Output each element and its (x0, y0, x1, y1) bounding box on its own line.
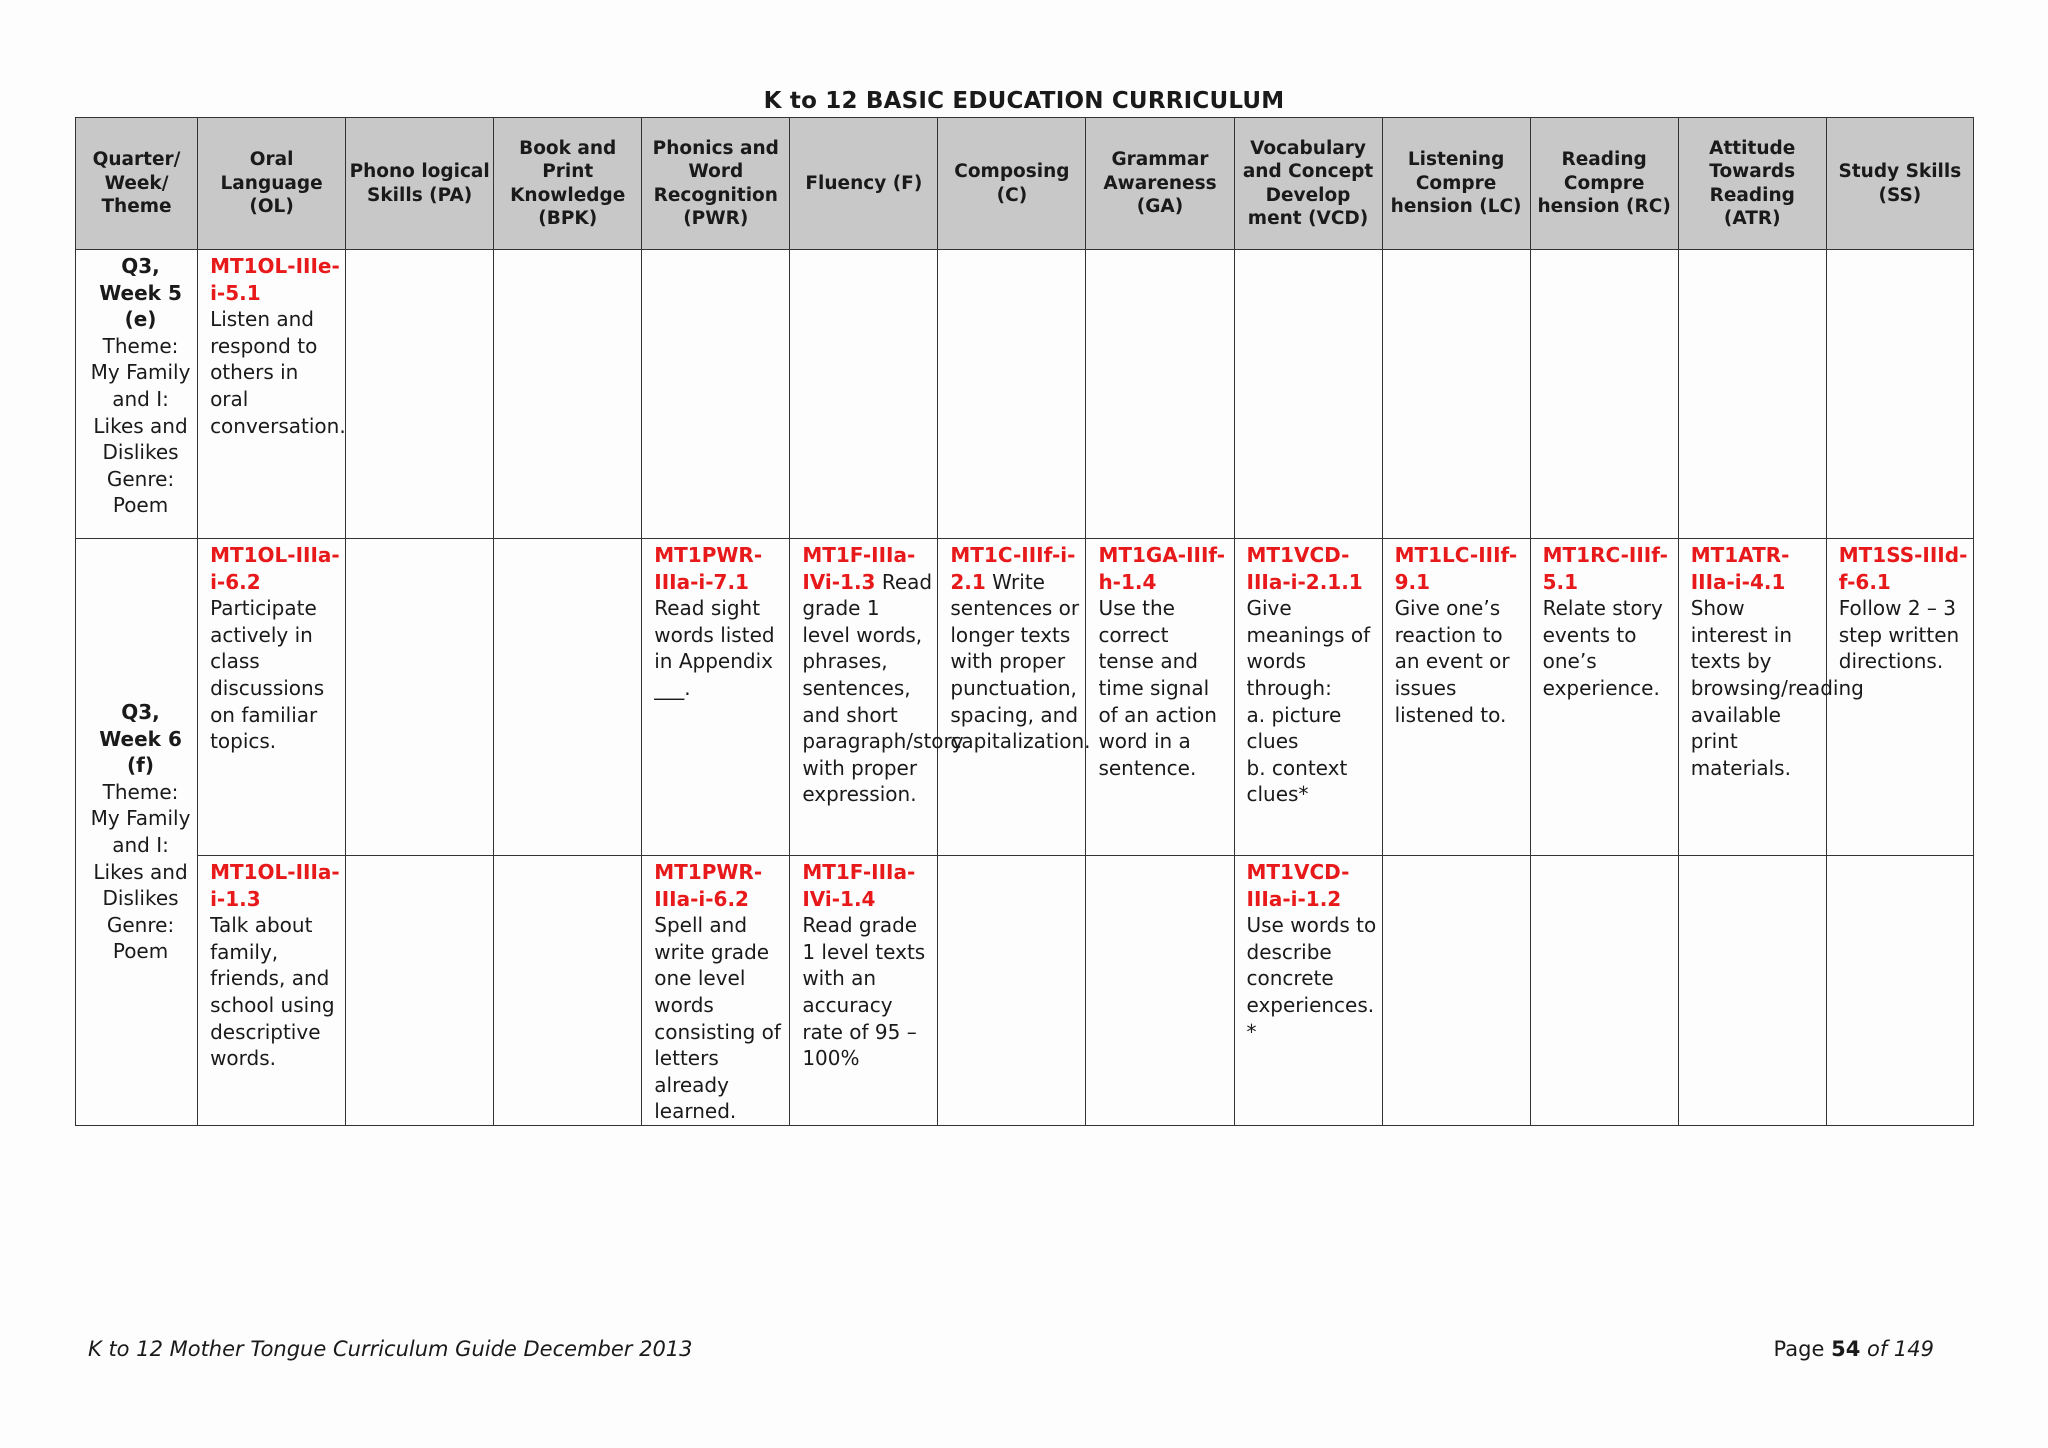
competency-text: Use words to describe concrete experiences. * (1246, 913, 1377, 1044)
vcd-cell (1234, 250, 1382, 539)
rc-cell (1530, 539, 1678, 856)
header-book-print-knowledge: Book and Print Knowledge (BPK) (494, 118, 642, 250)
competency-code: MT1VCD-IIIa-i-1.2 (1246, 860, 1350, 911)
c-cell (938, 539, 1091, 856)
competency-text: Show interest in texts by browsing/reading available print materials. (1690, 596, 1864, 780)
table-row (76, 539, 1974, 856)
atr-cell (1678, 539, 1864, 856)
competency-code: MT1F-IIIa-IVi-1.3 (802, 543, 916, 594)
competency-code: MT1ATR-IIIa-i-4.1 (1690, 543, 1790, 594)
list-item: a. picture clues (1246, 702, 1342, 754)
ol-cell (198, 250, 346, 539)
header-reading-comprehension: Reading Compre hension (RC) (1530, 118, 1678, 250)
rc-cell (1530, 856, 1678, 1126)
competency-code: MT1OL-IIIa-i-6.2 (210, 543, 340, 594)
ss-cell (1826, 856, 1973, 1126)
lc-cell (1382, 250, 1530, 539)
competency-text: Participate actively in class discussions on familiar topics. (210, 596, 325, 754)
vcd-cell (1234, 539, 1382, 856)
f-cell (790, 856, 938, 1126)
page-total: of 149 (1867, 1337, 1934, 1361)
competency-text: Use the correct tense and time signal of an action word in a sentence. (1098, 596, 1217, 780)
page-number: 54 (1831, 1337, 1861, 1361)
f-cell (790, 539, 964, 856)
pa-cell (346, 250, 494, 539)
competency-text: Read grade 1 level words, phrases, sentences, and short paragraph/story with proper expression. (802, 569, 964, 807)
header-attitude-towards-reading: Attitude Towards Reading (ATR) (1678, 118, 1826, 250)
bpk-cell (494, 250, 642, 539)
rc-cell (1530, 250, 1678, 539)
competency-text: Relate story events to one’s experience. (1542, 596, 1663, 700)
list-item: b. context clues* (1246, 755, 1348, 807)
header-study-skills: Study Skills (SS) (1826, 118, 1973, 250)
c-cell (938, 250, 1086, 539)
quarter-week-theme-cell (76, 539, 198, 1126)
header-grammar-awareness: Grammar Awareness (GA) (1086, 118, 1234, 250)
competency-code: MT1GA-IIIf-h-1.4 (1098, 543, 1226, 594)
competency-text: Read grade 1 level texts with an accuracy rate of 95 – 100% (802, 913, 926, 1071)
ga-cell (1086, 856, 1234, 1126)
competency-code: MT1C-IIIf-i-2.1 (950, 543, 1076, 594)
quarter-week-theme-cell (76, 250, 198, 539)
quarter-week: Q3, Week 5 (e) (99, 254, 182, 332)
competency-code: MT1OL-IIIe-i-5.1 (210, 254, 340, 305)
header-phonics-word-recognition: Phonics and Word Recognition (PWR) (642, 118, 790, 250)
bpk-cell (494, 856, 642, 1126)
header-listening-comprehension: Listening Compre hension (LC) (1382, 118, 1530, 250)
header-vocabulary-concept: Vocabulary and Concept Develop ment (VCD) (1234, 118, 1382, 250)
ga-cell (1086, 539, 1234, 856)
header-composing: Composing (C) (938, 118, 1086, 250)
lc-cell (1382, 539, 1530, 856)
c-cell (938, 856, 1086, 1126)
competency-text: Talk about family, friends, and school using descriptive words. (210, 913, 335, 1071)
pa-cell (346, 539, 494, 856)
competency-code: MT1LC-IIIf-9.1 (1394, 543, 1518, 594)
lc-cell (1382, 856, 1530, 1126)
competency-code: MT1PWR-IIIa-i-7.1 (654, 543, 763, 594)
competency-text: Give meanings of words through: (1246, 596, 1371, 700)
competency-text: Give one’s reaction to an event or issues listened to. (1394, 596, 1510, 727)
pwr-cell (642, 250, 790, 539)
f-cell (790, 250, 938, 539)
footer-guide-title: K to 12 Mother Tongue Curriculum Guide December 2013 (88, 1337, 693, 1361)
competency-code: MT1OL-IIIa-i-1.3 (210, 860, 340, 911)
curriculum-table (75, 117, 1974, 1126)
competency-code: MT1VCD-IIIa-i-2.1.1 (1246, 543, 1363, 594)
competency-code: MT1SS-IIId-f-6.1 (1838, 543, 1968, 594)
competency-code: MT1F-IIIa-IVi-1.4 (802, 860, 916, 911)
competency-text: Follow 2 – 3 step written directions. (1838, 596, 1960, 674)
header-quarter-week-theme: Quarter/ Week/ Theme (76, 118, 198, 250)
quarter-week: Q3, Week 6 (f) (99, 700, 182, 778)
table-row (76, 250, 1974, 539)
footer-page-number (1774, 1337, 1934, 1361)
competency-code: MT1RC-IIIf-5.1 (1542, 543, 1668, 594)
competency-code: MT1PWR-IIIa-i-6.2 (654, 860, 763, 911)
page-prefix: Page (1773, 1337, 1825, 1361)
pwr-cell (642, 856, 790, 1126)
competency-text: Read sight words listed in Appendix ___. (654, 596, 775, 700)
document-title: K to 12 BASIC EDUCATION CURRICULUM (763, 88, 1285, 114)
ga-cell (1086, 250, 1234, 539)
competency-text: Listen and respond to others in oral conversation. (210, 307, 346, 438)
ol-cell (198, 856, 346, 1126)
ol-cell (198, 539, 346, 856)
competency-text: Spell and write grade one level words consisting of letters already learned. (654, 913, 781, 1124)
ss-cell (1826, 250, 1973, 539)
table-row (76, 856, 1974, 1126)
bpk-cell (494, 539, 642, 856)
theme-text: Theme: My Family and I: Likes and Dislikes Genre: Poem (90, 779, 191, 964)
pa-cell (346, 856, 494, 1126)
pwr-cell (642, 539, 790, 856)
header-row (76, 118, 1974, 250)
header-oral-language: Oral Language (OL) (198, 118, 346, 250)
atr-cell (1678, 250, 1826, 539)
header-fluency: Fluency (F) (790, 118, 938, 250)
competency-text: Write sentences or longer texts with proper punctuation, spacing, and capitalization. (950, 569, 1091, 754)
vcd-cell (1234, 856, 1382, 1126)
theme-text: Theme: My Family and I: Likes and Dislikes Genre: Poem (90, 333, 191, 518)
atr-cell (1678, 856, 1826, 1126)
header-phonological-skills: Phono logical Skills (PA) (346, 118, 494, 250)
